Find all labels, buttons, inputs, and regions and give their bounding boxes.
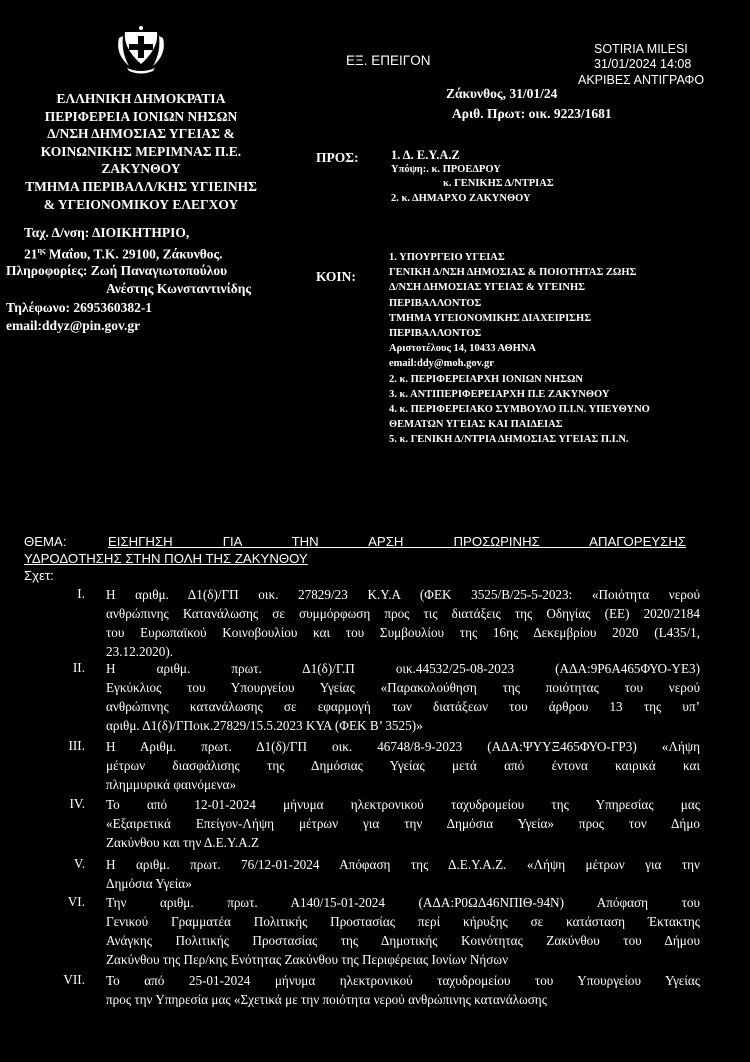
info-person: Ανέστης Κωνσταντινίδης [106, 280, 252, 296]
sender-line: ΖΑΚΥΝΘΟΥ [101, 161, 181, 177]
email-link[interactable]: email:ddyz@pin.gov.gr [6, 317, 141, 333]
greek-coat-of-arms-icon [113, 18, 169, 74]
reference-line: Ζακύνθου της Περ/κης Ενότητας Ζακύνθου της Περιφέρειας Ιονίων Νήσων [106, 952, 509, 967]
reference-line: Το από 25-01-2024 μήνυμα ηλεκτρονικού ταχυδρομείου του Υπουργείου Υγείας [106, 973, 700, 988]
reference-number: I. [77, 586, 85, 601]
cc-item: Αριστοτέλους 14, 10433 ΑΘΗΝΑ [389, 343, 537, 355]
reference-line: ανθρώπινης Κατανάλωσης σε συμμόρφωση προς τις διατάξεις της Οδηγίας (ΕΕ) 2020/2184 [106, 606, 700, 621]
reference-line: ανθρώπινης κατανάλωσης σε εφαρμογή των διατάξεων του άρθρου 13 της υπ’ [106, 699, 700, 714]
cc-item: ΠΕΡΙΒΑΛΛΟΝΤΟΣ [389, 297, 482, 309]
references-label: Σχετ: [24, 568, 54, 583]
place-date: Ζάκυνθος, 31/01/24 [446, 86, 558, 101]
sender-address [10, 224, 223, 263]
signer-name: SOTIRIA MILESI [594, 42, 688, 56]
cc-item: email:ddy@moh.gov.gr [389, 358, 494, 370]
cc-item: 4. κ. ΠΕΡΙΦΕΡΕΙΑΚΟ ΣΥΜΒΟΥΛΟ Π.Ι.Ν. ΥΠΕΥΘΥΝΟ [389, 404, 650, 416]
reference-line: Εγκύκλιος του Υπουργείου Υγείας «Παρακολούθηση της ποιότητας του νερού [106, 680, 700, 695]
street-rest: Μαΐου, Τ.Κ. 29100, Ζάκυνθος. [45, 246, 223, 262]
sender-line: Δ/ΝΣΗ ΔΗΜΟΣΙΑΣ ΥΓΕΙΑΣ & [47, 126, 235, 142]
subject-line-1: ΕΙΣΗΓΗΣΗ ΓΙΑ ΤΗΝ ΑΡΣΗ ΠΡΟΣΩΡΙΝΗΣ ΑΠΑΓΟΡΕΥΣΗΣ [108, 534, 686, 549]
reference-number: III. [68, 738, 85, 753]
to-item: 1. Δ. Ε.Υ.Α.Ζ [391, 148, 460, 162]
urgency-label: ΕΞ. ΕΠΕΙΓΟΝ [346, 53, 431, 68]
subject-label: ΘΕΜΑ: [24, 534, 67, 549]
phone: Τηλέφωνο: 2695360382-1 [6, 300, 153, 316]
protocol-number: Αριθ. Πρωτ: οικ. 9223/1681 [452, 106, 612, 121]
info-block [6, 262, 251, 334]
reference-line: αριθμ. Δ1(δ)/ΓΠοικ.27829/15.5.2023 ΚΥΑ (ΦΕΚ Β’ 3525)» [106, 718, 423, 733]
to-item: Υπόψη:. κ. ΠΡΟΕΔΡΟΥ [391, 163, 501, 175]
signature-datetime: 31/01/2024 14:08 [594, 57, 692, 71]
reference-line: Ανάγκης Πολιτικής Προστασίας της Δημοτικής Κοινότητας Ζακύνθου του Δήμου [106, 933, 700, 948]
sender-line: ΚΟΙΝΩΝΙΚΗΣ ΜΕΡΙΜΝΑΣ Π.Ε. [40, 143, 242, 159]
sender-block [0, 90, 282, 213]
sender-line: ΠΕΡΙΦΕΡΕΙΑ ΙΟΝΙΩΝ ΝΗΣΩΝ [44, 108, 238, 124]
reference-line: Γενικού Γραμματέα Πολιτικής Προστασίας περί κήρυξης σε κατάσταση Έκτακτης [106, 914, 700, 929]
reference-line: Το από 12-01-2024 μήνυμα ηλεκτρονικού ταχυδρομείου της Υπηρεσίας μας [106, 797, 700, 812]
reference-line: 23.12.2020). [106, 644, 174, 659]
info-person: Ζωή Παναγιωτοπούλου [90, 263, 228, 278]
subject-line-2: ΥΔΡΟΔΟΤΗΣΗΣ ΣΤΗΝ ΠΟΛΗ ΤΗΣ ΖΑΚΥΝΘΟΥ [24, 551, 308, 566]
address-value: ΔΙΟΙΚΗΤΗΡΙΟ, [91, 225, 190, 240]
reference-number: VII. [63, 972, 85, 987]
reference-line: Η Αριθμ. πρωτ. Δ1(δ)/ΓΠ οικ. 46748/8-9-2023 (ΑΔΑ:ΨΥΥΞ465ΦΥΟ-ΓΡ3) «Λήψη [106, 739, 700, 754]
cc-item: Δ/ΝΣΗ ΔΗΜΟΣΙΑΣ ΥΓΕΙΑΣ & ΥΓΕΙΝΗΣ [389, 282, 585, 294]
cc-item: ΤΜΗΜΑ ΥΓΕΙΟΝΟΜΙΚΗΣ ΔΙΑΧΕΙΡΙΣΗΣ [389, 312, 592, 324]
cc-item: 1. ΥΠΟΥΡΓΕΙΟ ΥΓΕΙΑΣ [389, 252, 505, 263]
reference-number: V. [73, 856, 85, 871]
reference-line: Δημόσια Υγεία» [106, 876, 192, 891]
reference-line: προς την Υπηρεσία μας «Σχετικά με την ποιότητα νερού ανθρώπινης κατανάλωσης [106, 992, 547, 1007]
info-label: Πληροφορίες: [6, 263, 88, 278]
cc-item: 5. κ. ΓΕΝΙΚΗ Δ/ΝΤΡΙΑ ΔΗΜΟΣΙΑΣ ΥΓΕΙΑΣ Π.Ι.Ν. [389, 434, 629, 446]
reference-line: Την αριθμ. πρωτ. Α140/15-01-2024 (ΑΔΑ:Ρ0ΩΔ46ΝΠΙΘ-94Ν) Απόφαση του [106, 895, 700, 910]
reference-line: πλημμυρικά φαινόμενα» [106, 777, 237, 792]
reference-number: IV. [69, 796, 85, 811]
cc-list [389, 250, 650, 448]
reference-number: II. [72, 660, 85, 675]
reference-line: μέτρων διασφάλισης της Δημόσιας Υγείας μετά από έντονα καιρικά και [106, 758, 700, 773]
reference-line: του Ευρωπαϊκού Κοινοβουλίου και του Συμβουλίου της 16ης Δεκεμβρίου 2020 (L435/1, [106, 625, 700, 640]
to-list [391, 148, 554, 206]
street-superscript: ης [37, 245, 46, 255]
cc-label: ΚΟΙΝ: [316, 269, 356, 284]
to-item: 2. κ. ΔΗΜΑΡΧΟ ΖΑΚΥΝΘΟΥ [391, 192, 531, 204]
sender-line: ΤΜΗΜΑ ΠΕΡΙΒΑΛΛ/ΚΗΣ ΥΓΙΕΙΝΗΣ [25, 178, 257, 194]
cc-item: 2. κ. ΠΕΡΙΦΕΡΕΙΑΡΧΗ ΙΟΝΙΩΝ ΝΗΣΩΝ [389, 373, 583, 385]
street-number: 21 [24, 246, 38, 262]
to-label: ΠΡΟΣ: [316, 150, 359, 165]
to-item: κ. ΓΕΝΙΚΗΣ Δ/ΝΤΡΙΑΣ [443, 178, 554, 189]
address-label: Ταχ. Δ/νση: [24, 225, 90, 240]
reference-line: «Εξαιρετικά Επείγον-Λήψη μέτρων για την Δημόσια Υγεία» προς τον Δήμο [106, 816, 700, 831]
cc-item: 3. κ. ΑΝΤΙΠΕΡΙΦΕΡΕΙΑΡΧΗ Π.Ε ΖΑΚΥΝΘΟΥ [389, 388, 610, 400]
sender-line: ΕΛΛΗΝΙΚΗ ΔΗΜΟΚΡΑΤΙΑ [56, 91, 226, 106]
reference-number: VI. [67, 894, 85, 909]
reference-line: Η αριθμ. πρωτ. 76/12-01-2024 Απόφαση της Δ.Ε.Υ.Α.Ζ. «Λήψη μέτρων για την [106, 857, 700, 872]
digital-signature [594, 42, 691, 72]
reference-line: Ζακύνθου και την Δ.Ε.Υ.Α.Ζ [106, 835, 260, 850]
certified-copy: ΑΚΡΙΒΕΣ ΑΝΤΙΓΡΑΦΟ [578, 73, 705, 87]
reference-line: Η αριθμ. Δ1(δ)/ΓΠ οικ. 27829/23 Κ.Υ.Α (ΦΕΚ 3525/Β/25-5-2023: «Ποιότητα νερού [106, 587, 700, 602]
sender-line: & ΥΓΕΙΟΝΟΜΙΚΟΥ ΕΛΕΓΧΟΥ [43, 196, 239, 212]
cc-item: ΘΕΜΑΤΩΝ ΥΓΕΙΑΣ ΚΑΙ ΠΑΙΔΕΙΑΣ [389, 419, 563, 431]
cc-item: ΠΕΡΙΒΑΛΛΟΝΤΟΣ [389, 328, 482, 340]
cc-item: ΓΕΝΙΚΗ Δ/ΝΣΗ ΔΗΜΟΣΙΑΣ & ΠΟΙΟΤΗΤΑΣ ΖΩΗΣ [389, 267, 637, 279]
reference-line: Η αριθμ. πρωτ. Δ1(δ)/Γ.Π οικ.44532/25-08-2023 (ΑΔΑ:9Ρ6Α465ΦΥΟ-ΥΕ3) [106, 661, 700, 676]
